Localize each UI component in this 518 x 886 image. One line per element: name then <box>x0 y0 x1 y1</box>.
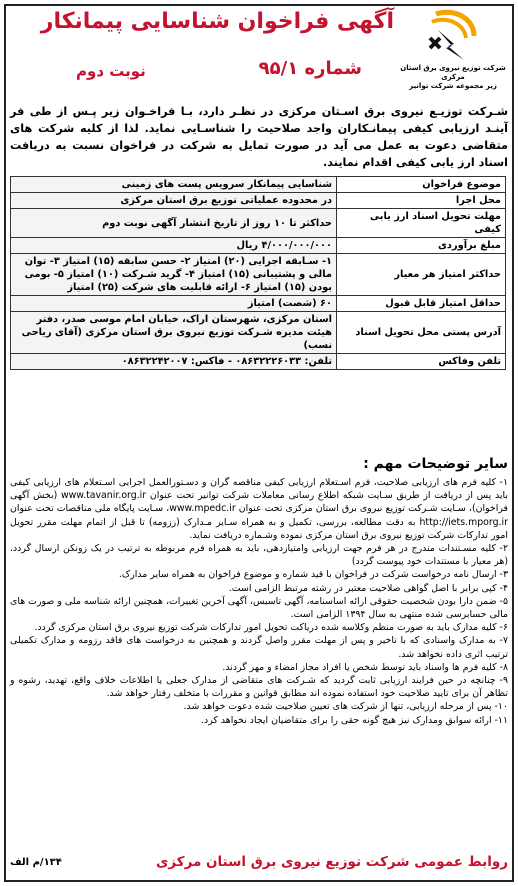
power-company-icon <box>424 8 482 64</box>
table-row <box>11 296 506 312</box>
notice-round: نوبت دوم <box>76 62 146 80</box>
tender-details-table <box>10 176 506 370</box>
table-value: استان مرکزی، شهرستان اراک، خیابان امام موسی صدر، دفتر هیئت مدیره شـرکت توزیع نیروی برق استان مرکزی (آقای ریاحی نسب) <box>11 312 337 354</box>
table-row <box>11 254 506 296</box>
note-item: ۱- کلیه فرم های ارزیابی صلاحیت، فرم اسـتعلام ارزیابی کیفی مناقصه گران و دسـتورالعمل اجرایی اسـتعلام های ارزیابی کیفی باید پس از دریافت از طریق سـایت شبکه اطلاع رسانی معاملات شرکت توانیر تحت عنوان www.tavanir.org.ir (بخش آگهی فراخوان)، سـایت شـرکت توزیع نیروی برق استان مرکزی تحت عنوان www.mpedc.ir، سـایت پایگاه ملی مناقصات تحت عنوان http://iets.mporg.ir به دقت مطالعه، بررسی، تکمیل و به همراه سـایر مـدارک (رزومه) تا قبل از اتمام مهلت مقرر تحویل امور تدارکات شرکت توزیع نیروی برق استان مرکزی نموده وشـماره دریافت نماید. <box>10 477 508 541</box>
note-item: ۸- کلیه فرم ها واسناد باید توسط شخص یا افراد مجاز امضاء و مهر گردند. <box>222 661 508 673</box>
table-key: آدرس پستی محل تحویل اسناد <box>337 312 506 354</box>
table-value: شناسایی پیمانکار سرویس پست های زمینی <box>11 177 337 193</box>
table-value: ۶۰ (شصت) امتیاز <box>11 296 337 312</box>
table-value: حداکثر تا ۱۰ روز از تاریخ انتشار آگهی نوبت دوم <box>11 209 337 238</box>
table-key: تلفن وفاکس <box>337 354 506 370</box>
note-item: ۶- کلیه مدارک باید به صورت منظم وکلاسه شده دریاکت تحویل امور تدارکات شرکت توزیع نیروی برق استان مرکزی گردد. <box>34 622 508 634</box>
footer-public-relations: روابط عمومی شرکت توزیع نیروی برق استان مرکزی <box>155 854 508 870</box>
table-key: مهلت تحویل اسناد ارز یابی کیفی <box>337 209 506 238</box>
company-logo <box>398 8 508 96</box>
table-value: ۱- سـابقه اجرایی (۲۰) امتیاز ۲- حسن سابقه (۱۵) امتیاز ۳- توان مالی و پشتیبانی (۱۵) امتیاز ۴- گرید شـرکت (۱۰) امتیاز ۵- بومی بودن (۱۵) امتیاز ۶- ارائه قابلیت های شرکت (۲۵) امتیاز <box>11 254 337 296</box>
intro-paragraph: شـرکت توزیـع نیروی برق اسـتان مرکزی در نظـر دارد، بـا فراخـوان زیر پـس از طی فر آینـد ارزیابی کیفی پیمانـکاران واجد صلاحیت را شناسـایی نماید. لذا از کلیه شرکت های متقاضی دعوت به عمل می آید در صورت تمایل به شرکت در فراخوان نسبت به دریافت اسناد ارز یابی کیفی اقدام نمایند. <box>10 105 508 169</box>
table-value: در محدوده عملیاتی توزیع برق استان مرکزی <box>11 193 337 209</box>
note-item: ۱۰- پس از مرحله ارزیابی، تنها از شرکت های تعیین صلاحیت شده دعوت خواهد شد. <box>183 701 508 713</box>
table-row <box>11 193 506 209</box>
footer <box>10 854 508 876</box>
note-item: ۷- به مدارک واسنادی که با تاخیر و پس از مهلت مقرر واصل گردند و همچنین به درخواست های فاقد رزومه و مدارک تکمیلی ترتیب اثری داده نخواهد شد. <box>10 635 508 660</box>
table-row <box>11 238 506 254</box>
table-key: حداکثر امتیاز هر معیار <box>337 254 506 296</box>
note-item: ۴- کپی برابر با اصل گواهی صلاحیت معتبر در رشته مرتبط الزامی است. <box>228 582 508 594</box>
notice-number: شماره ۹۵/۱ <box>258 58 362 79</box>
table-key: موضوع فراخوان <box>337 177 506 193</box>
header <box>6 6 512 98</box>
note-item: ۱۱- ارائه سوابق ومدارک نیز هیچ گونه حقی را برای متقاضیان ایجاد نخواهد کرد. <box>201 714 508 726</box>
table-key: مبلغ برآوردی <box>337 238 506 254</box>
table-value: ۴/۰۰۰/۰۰۰/۰۰۰ ریال <box>11 238 337 254</box>
logo-caption-subsidiary: زیر مجموعه شرکت توانیر <box>409 82 497 90</box>
table-key: محل اجرا <box>337 193 506 209</box>
note-item: ۹- چنانچه در حین فرایند ارزیابی ثابت گردید که شـرکت های متقاضی از مدارک جعلی یا اطلاعات خلاف واقع، تهدید، رشوه و تظاهر آن برای تایید صلاحیت خود استفاده نموده اند مطابق قوانین و مقررات با متخلف رفتار خواهد شد. <box>10 675 508 700</box>
note-item: ۳- ارسال نامه درخواست شرکت در فراخوان با قید شماره و موضوع فراخوان به همراه سایر مدارک. <box>118 569 508 581</box>
table-value: تلفن: ۰۸۶۳۲۲۲۶۰۳۳ - فاکس: ۰۸۶۳۲۲۴۲۰۰۷ <box>11 354 337 370</box>
notes-heading: سایر توضیحات مهم : <box>363 456 508 472</box>
notice-title: آگهی فراخوان شناسایی پیمانکار <box>40 9 394 34</box>
table-row <box>11 312 506 354</box>
table-row <box>11 209 506 238</box>
logo-caption-company: شرکت توزیع نیروی برق استان مرکزی <box>400 64 506 81</box>
table-row <box>11 354 506 370</box>
note-item: ۵- ضمن دارا بودن شخصیت حقوقی ارائه اساسنامه، آگهی تاسیس، آگهی آخرین تغییرات، همچنین ارائه شناسه ملی و صورت های مالی حسابرسی شده منتهی به سال ۱۳۹۴ الزامی است. <box>10 595 508 621</box>
note-item: ۲- کلیه مسـتندات مندرج در هر فرم جهت ارزیابی وامتیازدهی، باید به همراه فرم مربوطه به ترتیب در یک زونکن ارسال گردد. (هر معیار با مستندات خود پیوست گردد) <box>10 543 508 568</box>
notes-list <box>10 476 508 727</box>
table-key: حداقل امتیاز قابل قبول <box>337 296 506 312</box>
footer-code: ۱۳۴/م الف <box>10 857 62 868</box>
table-row <box>11 177 506 193</box>
